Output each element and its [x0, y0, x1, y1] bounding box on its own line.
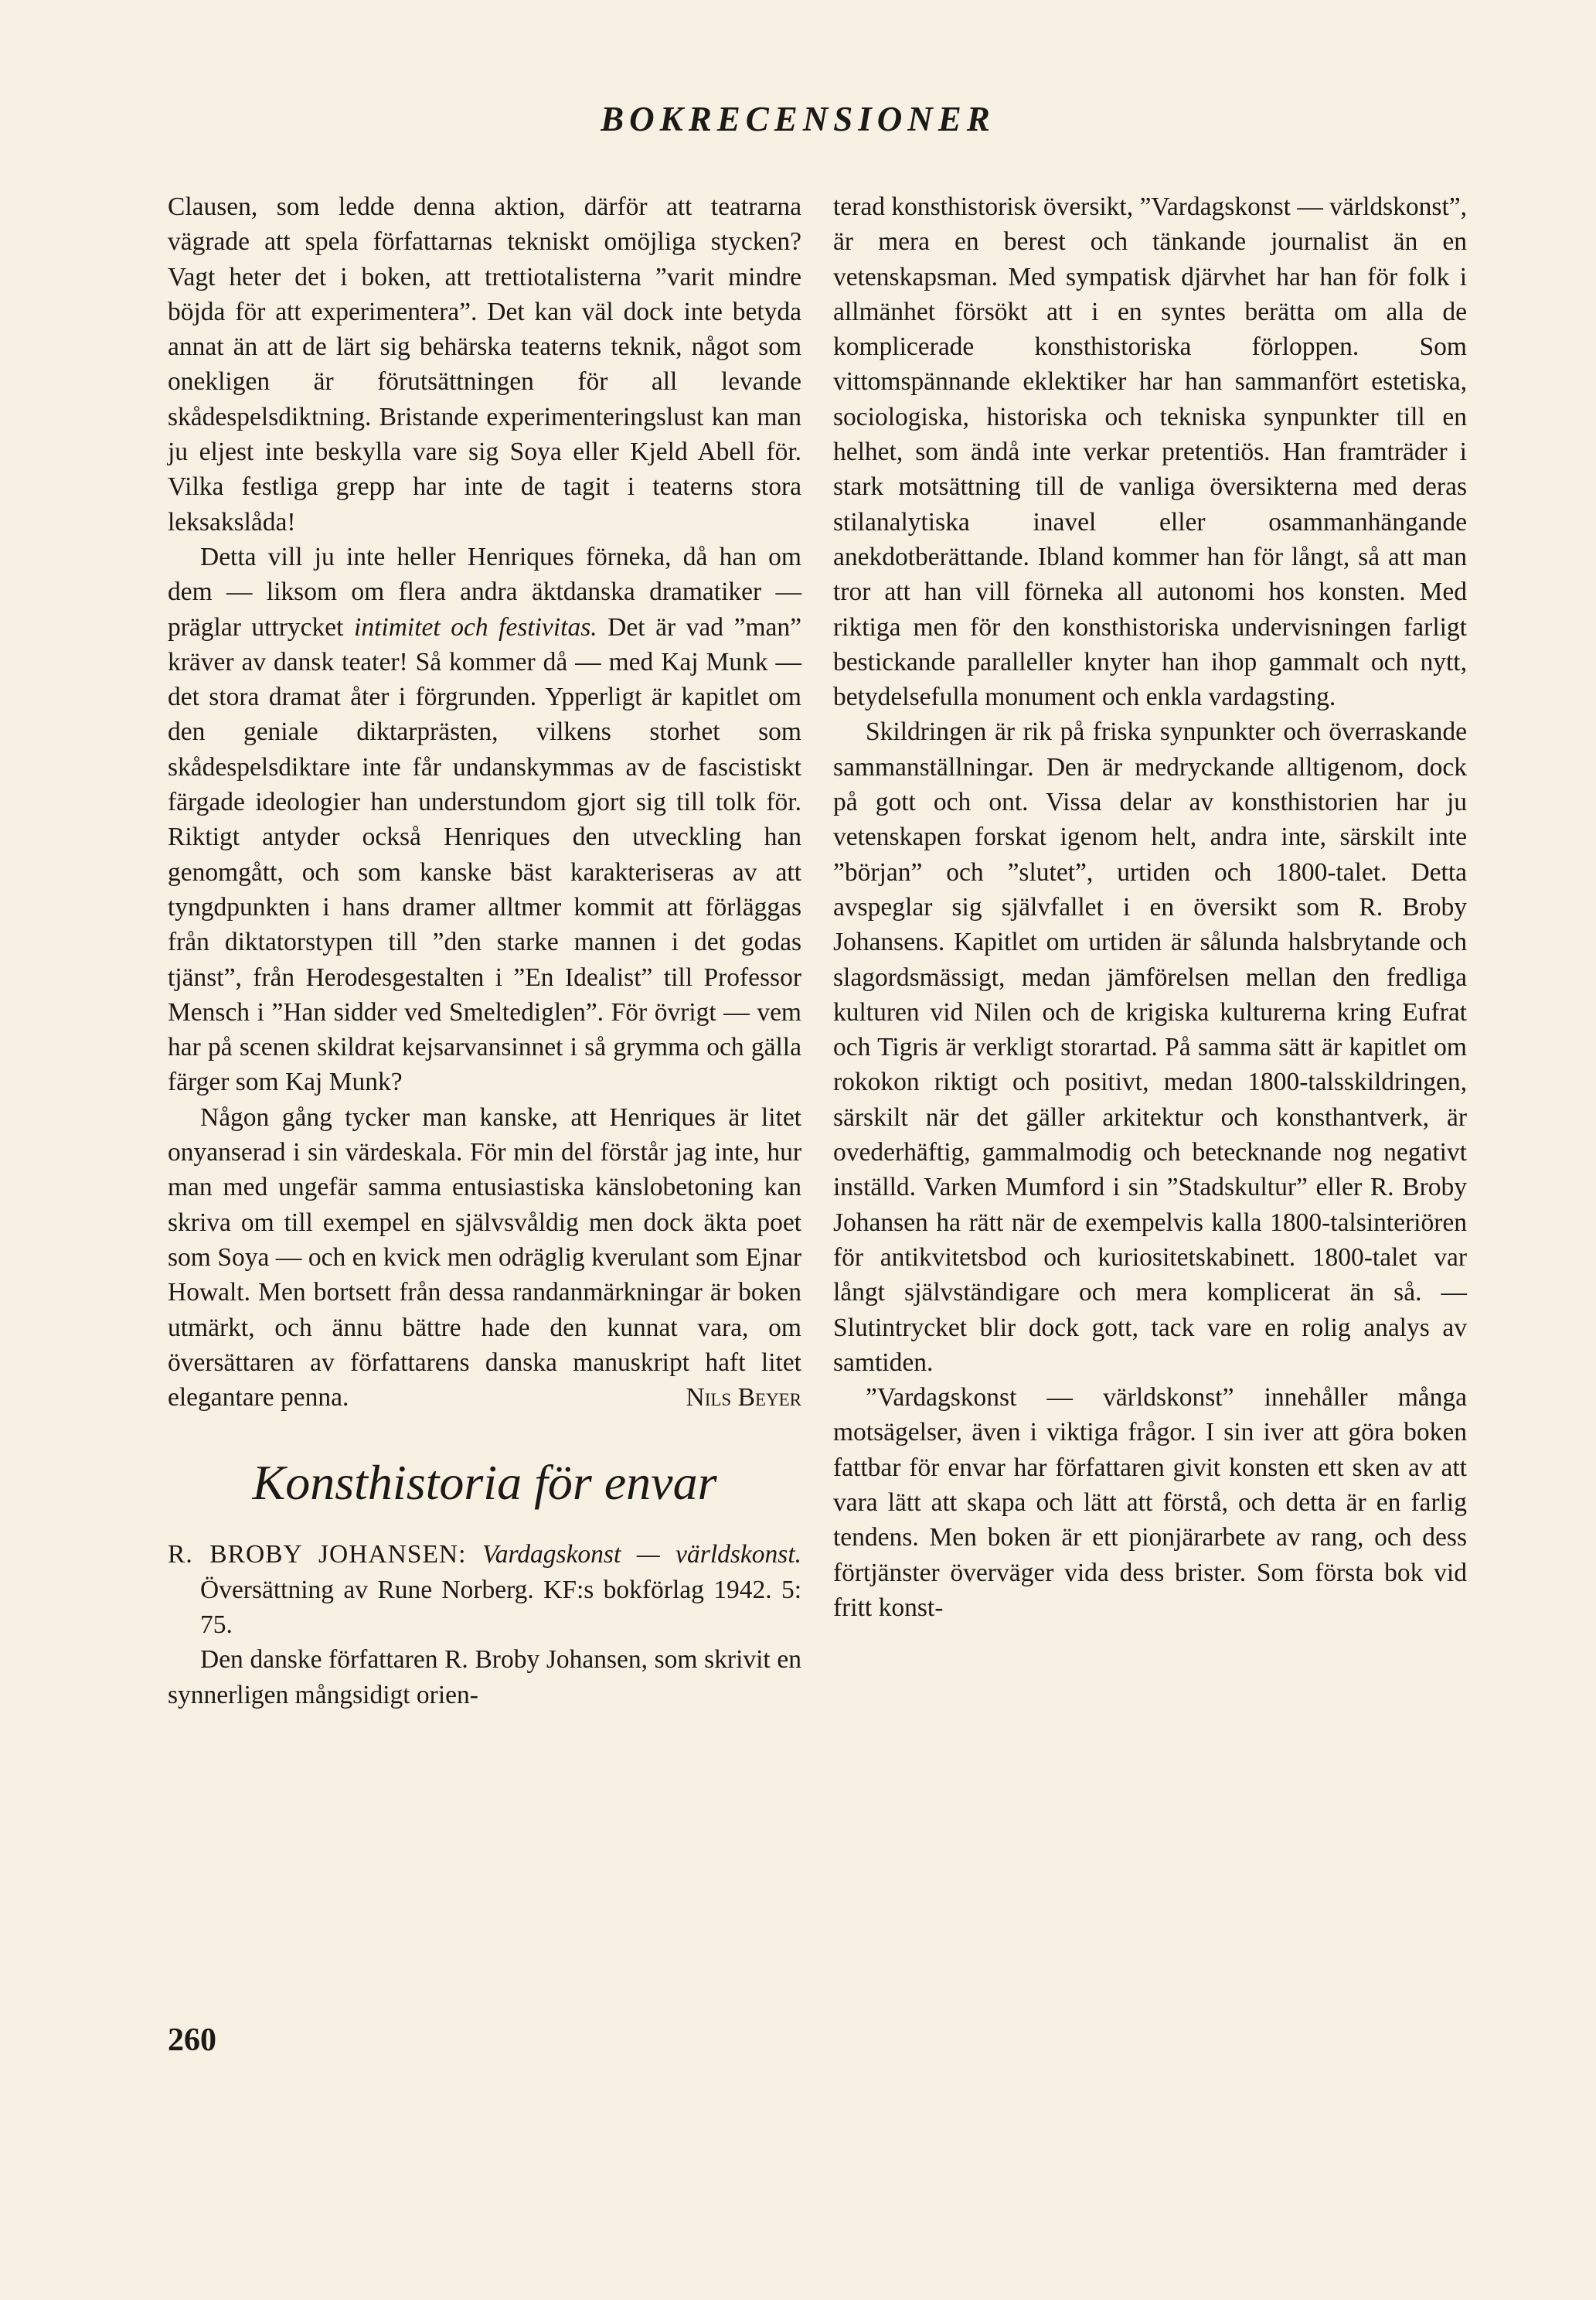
- left-column: [168, 189, 801, 1712]
- biblio-author: R. BROBY JOHANSEN:: [168, 1540, 467, 1569]
- biblio-title: Vardagskonst — världskonst.: [482, 1540, 802, 1569]
- right-column: [833, 189, 1467, 1625]
- biblio-details: Översättning av Rune Norberg. KF:s bokförlag 1942. 5: 75.: [200, 1575, 801, 1639]
- right-paragraph-3: ”Vardagskonst — världskonst” innehåller många motsägelser, även i viktiga frågor. I sin iver att göra boken fattbar för envar har författaren givit konsten ett sken av att vara lätt att skapa och lätt att förstå, och detta är en farlig tendens. Men boken är ett pionjärarbete av rang, och dess förtjänster överväger vida dess brister. Som första bok vid fritt konst-: [833, 1383, 1467, 1622]
- section-title: Konsthistoria för envar: [252, 1455, 717, 1511]
- bibliographic-entry: [168, 1537, 801, 1642]
- left-paragraph-1: Clausen, som ledde denna aktion, därför att teatrarna vägrade att spela författarnas tekniskt omöjliga stycken? Vagt heter det i boken, att trettiotalisterna ”varit mindre böjda för att experimentera”. Det kan väl dock inte betyda annat än att de lärt sig behärska teaterns teknik, något som onekligen är förutsättningen för all levande skådespelsdiktning. Bristande experimenteringslust kan man ju eljest inte beskylla vare sig Soya eller Kjeld Abell för. Vilka festliga grepp har inte de tagit i teaterns stora leksakslåda!: [168, 193, 801, 537]
- left-paragraph-2: [168, 540, 801, 1100]
- left-paragraph-3: Någon gång tycker man kanske, att Henriques är litet onyanserad i sin värdeskala. För min del förstår jag inte, hur man med ungefär samma entusiastiska känslobetoning kan skriva om till exempel en självsvåldig men dock äkta poet som Soya — och en kvick men odräglig kverulant som Ejnar Howalt. Men bortsett från dessa randanmärkningar är boken utmärkt, och ännu bättre hade den kunnat vara, om översättaren av författarens danska manuskript haft litet elegantare penna.: [168, 1102, 801, 1412]
- page-number: 260: [168, 2022, 216, 2058]
- right-paragraph-1: terad konsthistorisk översikt, ”Vardagskonst — världskonst”, är mera en berest och tänkande journalist än en vetenskapsman. Med sympatisk djärvhet har han för folk i allmänhet försökt att i en syntes berätta om alla de komplicerade konsthistoriska förloppen. Som vittomspännande eklektiker har han sammanfört estetiska, sociologiska, historiska och tekniska synpunkter till en helhet, som ändå inte verkar pretentiös. Han framträder i stark motsättning till de vanliga översikterna med deras stilanalytiska inavel eller osammanhängande anekdotberättande. Ibland kommer han för långt, så att man tror att han vill förneka all autonomi hos konsten. Med riktiga men för den konsthistoriska undervisningen farligt bestickande paralleller knyter han ihop gammalt och nytt, betydelsefulla monument och enkla vardagsting.: [833, 193, 1467, 712]
- left-paragraph-2-text-a: Detta vill ju inte heller Henriques förneka, då han om dem — liksom om flera andra äktdanska dramatiker — präglar uttrycket: [168, 542, 801, 642]
- right-paragraph-2: Skildringen är rik på friska synpunkter och överraskande sammanställningar. Den är medryckande alltigenom, dock på gott och ont. Vissa delar av konsthistorien har ju vetenskapen forskat igenom helt, andra inte, särskilt inte ”början” och ”slutet”, urtiden och 1800-talet. Detta avspeglar sig självfallet i en översikt som R. Broby Johansens. Kapitlet om urtiden är sålunda halsbrytande och slagordsmässigt, medan jämförelsen mellan den fredliga kulturen vid Nilen och de krigiska kulturerna kring Eufrat och Tigris är verkligt storartad. På samma sätt är kapitlet om rokokon riktigt och positivt, medan 1800-talsskildringen, särskilt när det gäller arkitektur och konsthantverk, är ovederhäftig, gammalmodig och betecknande nog negativt inställd. Varken Mumford i sin ”Stadskultur” eller R. Broby Johansen ha rätt när de exempelvis kalla 1800-talsinteriören för antikvitetsbod och kuriositetskabinett. 1800-talet var långt självständigare och mera komplicerat än så. — Slutintrycket blir dock gott, tack vare en rolig analys av samtiden.: [833, 717, 1467, 1377]
- left-paragraph-4: Den danske författaren R. Broby Johansen, som skrivit en synnerligen mångsidigt orien-: [168, 1645, 801, 1709]
- review-signature: Nils Beyer: [686, 1383, 801, 1412]
- left-paragraph-2-emphasis: intimitet och festivitas.: [354, 612, 597, 642]
- left-paragraph-2-text-b: Det är vad ”man” kräver av dansk teater! Så kommer då — med Kaj Munk — det stora dramat åter i förgrunden. Ypperligt är kapitlet om den geniale diktarprästen, vilkens storhet som skådespelsdiktare inte får undanskymmas av de fascistiskt färgade ideologier han understundom gjort sig till tolk för. Riktigt antyder också Henriques den utveckling han genomgått, och som kanske bäst karakteriseras av att tyngdpunkten i hans dramer alltmer kommit att förläggas från diktatorstypen till ”den starke mannen i det godas tjänst”, från Herodesgestalten i ”En Idealist” till Professor Mensch i ”Han sidder ved Smeltediglen”. För övrigt — vem har på scenen skildrat kejsarvansinnet i så grymma och gälla färger som Kaj Munk?: [168, 612, 801, 1097]
- running-head: BOKRECENSIONER: [601, 100, 995, 138]
